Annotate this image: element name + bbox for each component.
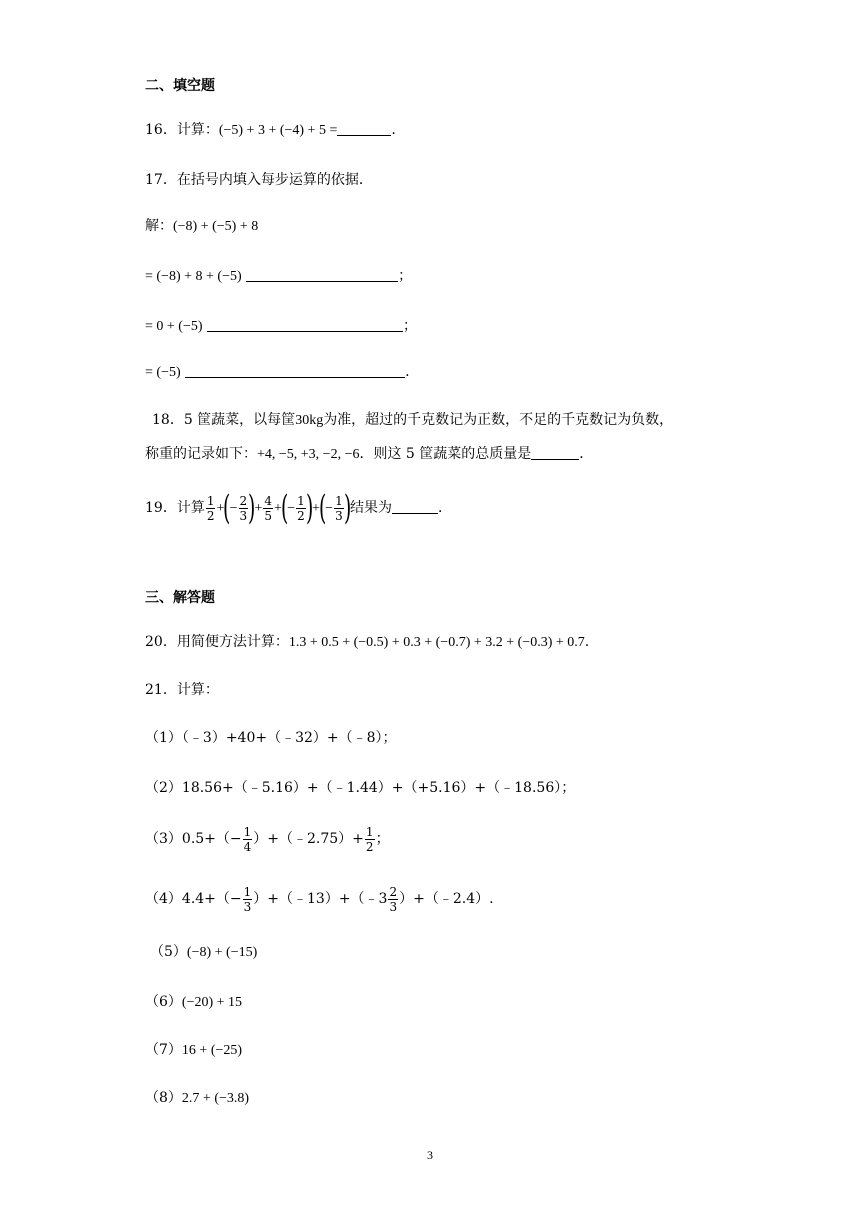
question-16: [145, 120, 396, 141]
expression-part: ）+（﹣2.4）.: [399, 891, 494, 907]
punctuation: ；: [375, 831, 390, 847]
punctuation: .: [391, 122, 396, 138]
question-number: 17．: [145, 172, 177, 188]
sub-question-8: [145, 1088, 249, 1109]
solution-label: 解：: [145, 218, 173, 234]
section-heading-fill-blank: 二、填空题: [145, 78, 215, 94]
question-number: 18．: [152, 412, 184, 428]
fraction: $\frac{1}{2}$: [297, 493, 305, 523]
math-expression: (−20) + 15: [181, 995, 243, 1010]
question-text: 称重的记录如下：: [145, 446, 257, 462]
expression-part: ）+（﹣2.75）+: [253, 831, 364, 847]
math-expression: 16 + (−25): [181, 1043, 243, 1058]
question-label: 计算：: [176, 682, 219, 698]
punctuation: ；: [398, 268, 413, 284]
answer-blank: [392, 499, 438, 514]
math-expression: = (−5): [145, 365, 181, 380]
fraction: $\frac{1}{3}$: [243, 884, 252, 914]
punctuation: ；: [402, 318, 417, 334]
sub-question-number: （8）: [145, 1090, 182, 1106]
question-18-continued: [145, 444, 593, 465]
left-paren: (: [223, 488, 231, 528]
expression-part: ）+（﹣13）+（﹣3: [253, 891, 388, 907]
question-text: 5 筐蔬菜，以每筐: [183, 412, 296, 428]
sub-question-7: [145, 1040, 242, 1061]
fraction: $\frac{1}{2}$: [365, 824, 374, 854]
question-number: 20．: [145, 634, 177, 650]
question-label: 计算: [176, 500, 205, 516]
page-number: 3: [427, 1148, 433, 1162]
question-number: 19．: [145, 500, 177, 516]
sub-question-4: [145, 876, 494, 922]
question-label: 用简便方法计算：: [176, 634, 289, 650]
math-expression: +4, −5, +3, −2, −6: [257, 447, 360, 462]
fraction: $\frac{1}{2}$: [206, 493, 215, 523]
punctuation: ．: [437, 500, 452, 516]
expression-part: （4）4.4+（−: [145, 891, 242, 907]
sub-question-number: （5）: [150, 944, 187, 960]
solution-line-2: [145, 266, 412, 287]
answer-blank: [185, 363, 405, 378]
solution-line-4: [145, 362, 410, 383]
section-heading-solve: 三、解答题: [145, 590, 215, 606]
math-expression: = 0 + (−5): [145, 319, 203, 334]
question-20: [145, 632, 589, 653]
question-text: 结果为: [349, 500, 392, 516]
question-17: [145, 170, 373, 190]
question-text: 为准，超过的千克数记为正数，不足的千克数记为负数，: [323, 412, 674, 428]
sub-question-number: （6）: [145, 994, 182, 1010]
question-label: 计算：: [176, 122, 219, 138]
fraction: $\frac{1}{3}$: [335, 493, 343, 523]
solution-line-3: [145, 316, 417, 337]
punctuation: .: [584, 634, 590, 650]
fraction: $\frac{1}{4}$: [243, 824, 252, 854]
sub-question-3: [145, 816, 390, 862]
question-number: 21．: [145, 682, 177, 698]
math-expression: = (−8) + 8 + (−5): [145, 269, 242, 284]
question-19: 19．计算 $\frac{1}{2}$ +(− $\frac{2}{3}$ )+ $\frac{4}{5}$ +(− $\frac{1}{2}$ )+(− $\frac{1}{3}$ )结果为 ．: [145, 488, 452, 528]
left-paren: (: [318, 488, 327, 528]
right-paren: ): [305, 488, 313, 528]
answer-blank: [207, 317, 403, 332]
fraction: $\frac{4}{5}$: [264, 493, 272, 523]
sub-question-2: （2）18.56+（﹣5.16）+（﹣1.44）+（+5.16）+（﹣18.56）；: [145, 780, 576, 796]
math-expression: (−5) + 3 + (−4) + 5 =: [218, 123, 338, 138]
answer-blank: [531, 445, 579, 460]
question-text: ．则这 5 筐蔬菜的总质量是: [359, 446, 532, 462]
math-expression: (−8) + (−15): [186, 945, 258, 960]
question-18: [152, 410, 673, 431]
punctuation: ．: [579, 446, 594, 462]
expression-part: （3）0.5+（−: [145, 831, 242, 847]
question-text: 在括号内填入每步运算的依据．: [176, 172, 373, 188]
math-expression: (−8) + (−5) + 8: [173, 219, 259, 234]
solution-line-1: [145, 216, 258, 237]
right-paren: ): [343, 488, 351, 528]
right-paren: ): [248, 488, 256, 528]
sub-question-5: [150, 942, 257, 963]
left-paren: (: [280, 488, 289, 528]
math-expression: 2.7 + (−3.8): [181, 1091, 250, 1106]
fraction: $\frac{2}{3}$: [389, 884, 398, 914]
question-21: [145, 680, 219, 700]
math-value: 30kg: [295, 413, 324, 428]
math-expression: 1.3 + 0.5 + (−0.5) + 0.3 + (−0.7) + 3.2 + (−0.3) + 0.7: [288, 635, 585, 650]
question-number: 16．: [145, 122, 177, 138]
answer-blank: [337, 121, 391, 136]
answer-blank: [246, 267, 398, 282]
fraction: $\frac{2}{3}$: [239, 493, 248, 523]
sub-question-number: （7）: [145, 1042, 182, 1058]
punctuation: .: [405, 364, 410, 380]
sub-question-6: [145, 992, 242, 1013]
sub-question-1: （1）（﹣3）+40+（﹣32）+（﹣8）；: [145, 730, 397, 746]
